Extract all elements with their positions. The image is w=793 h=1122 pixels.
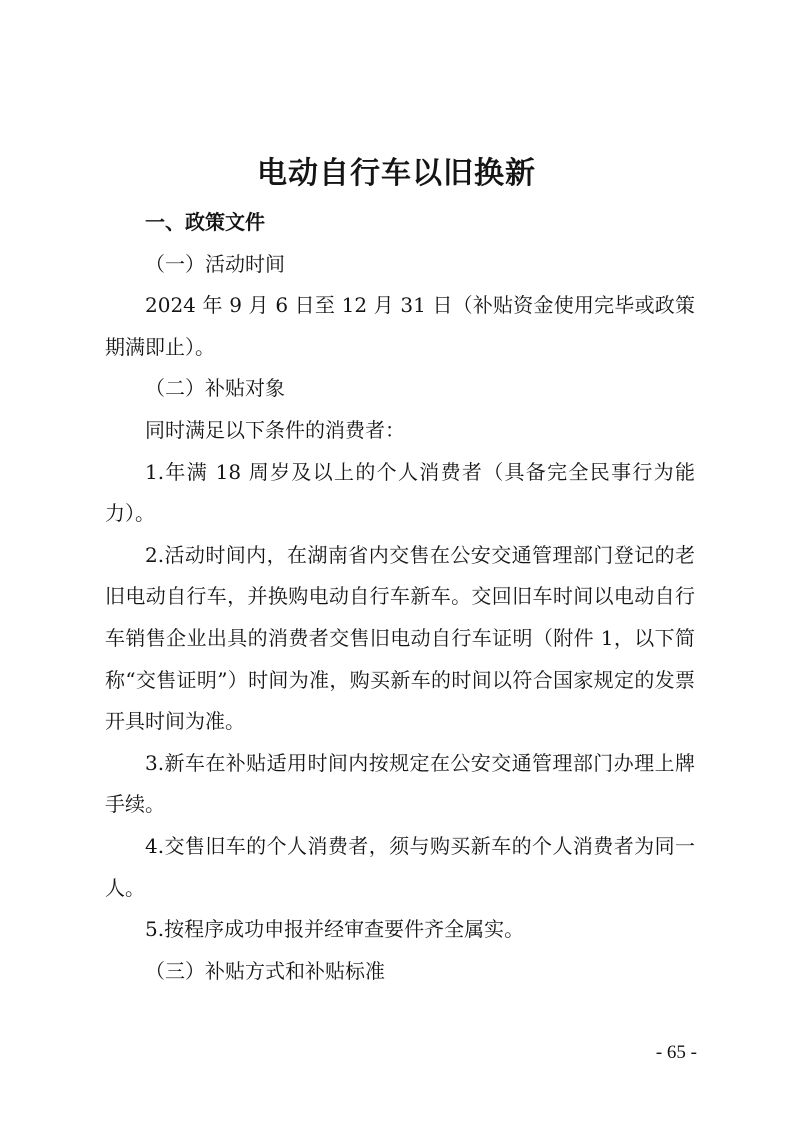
document-title: 电动自行车以旧换新 <box>257 156 536 191</box>
paragraph-condition-2: 2.活动时间内，在湖南省内交售在公安交通管理部门登记的老旧电动自行车，并换购电动自行车新车。交回旧车时间以电动自行车销售企业出具的消费者交售旧电动自行车证明（附件 1，以下简称“交售证明”）时间为准，购买新车的时间以符合国家规定的发票开具时间为准。 <box>105 542 695 734</box>
document-body <box>105 202 695 992</box>
subsection-heading-subsidy-method: （三）补贴方式和补贴标准 <box>145 958 385 983</box>
subsection-heading-activity-time: （一）活动时间 <box>145 251 285 276</box>
paragraph-activity-time: 2024 年 9 月 6 日至 12 月 31 日（补贴资金使用完毕或政策期满即止）。 <box>105 293 695 359</box>
paragraph-conditions-intro: 同时满足以下条件的消费者： <box>145 417 405 442</box>
paragraph-condition-4: 4.交售旧车的个人消费者，须与购买新车的个人消费者为同一人。 <box>105 833 695 900</box>
section-heading-policy-documents: 一、政策文件 <box>145 210 265 234</box>
page-number: - 65 - <box>655 1042 697 1063</box>
paragraph-condition-1: 1.年满 18 周岁及以上的个人消费者（具备完全民事行为能力）。 <box>105 459 695 526</box>
paragraph-condition-5: 5.按程序成功申报并经审查要件齐全属实。 <box>145 917 525 942</box>
subsection-heading-subsidy-target: （二）补贴对象 <box>145 376 285 401</box>
paragraph-condition-3: 3.新车在补贴适用时间内按规定在公安交通管理部门办理上牌手续。 <box>105 750 695 817</box>
